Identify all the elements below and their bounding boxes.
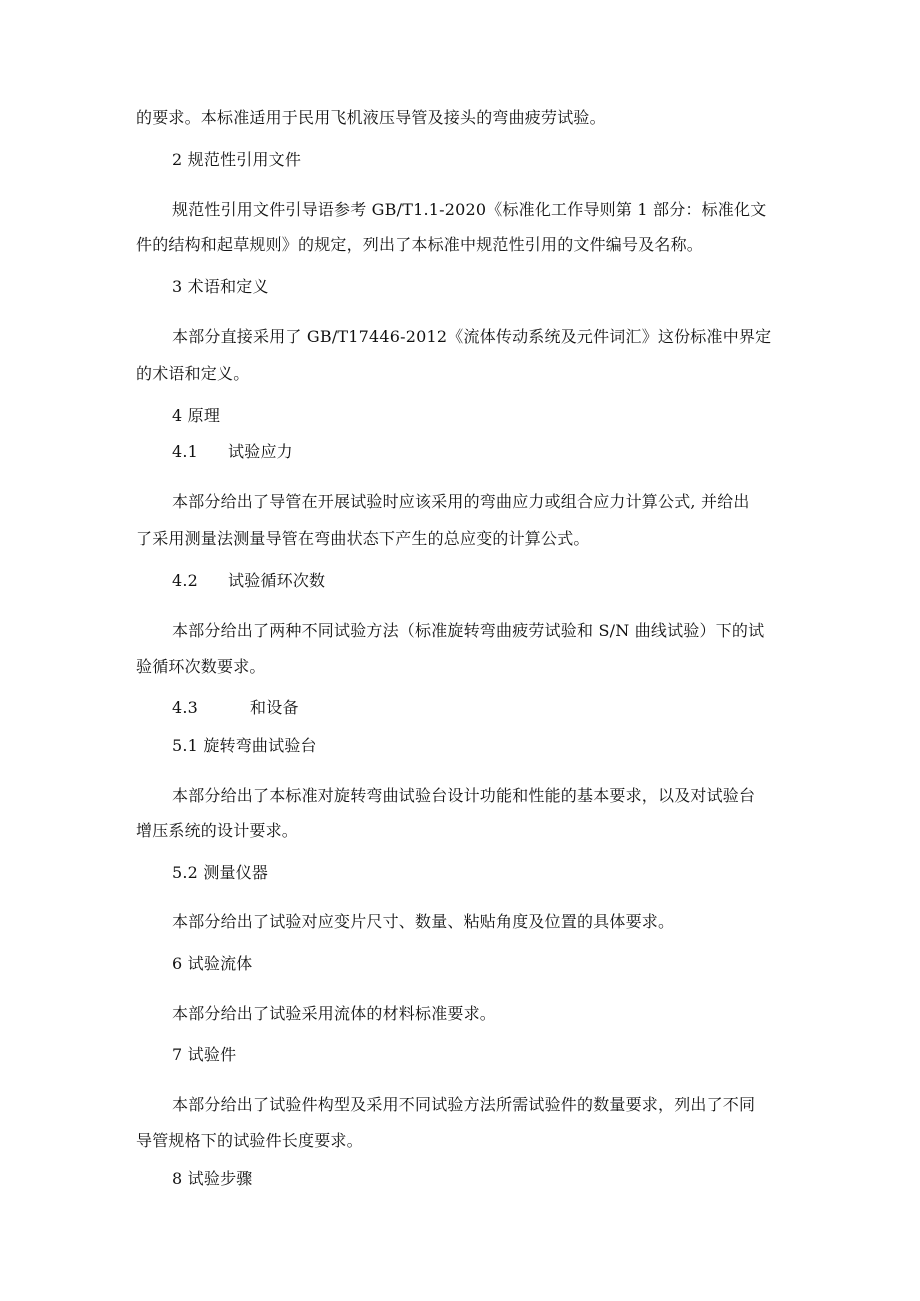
paragraph-line: 本部分给出了试验对应变片尺寸、数量、粘贴角度及位置的具体要求。 xyxy=(172,912,675,931)
subsection-title: 和设备 xyxy=(250,698,299,717)
paragraph-line: 件的结构和起草规则》的规定，列出了本标准中规范性引用的文件编号及名称。 xyxy=(136,235,704,254)
paragraph-line: 的术语和定义。 xyxy=(136,364,250,383)
paragraph-line: 本部分给出了两种不同试验方法（标准旋转弯曲疲劳试验和 S/N 曲线试验）下的试 xyxy=(172,621,765,640)
subsection-heading: 5.2 测量仪器 xyxy=(172,863,269,882)
paragraph-line: 本部分给出了导管在开展试验时应该采用的弯曲应力或组合应力计算公式, 并给出 xyxy=(172,492,750,511)
paragraph-line: 增压系统的设计要求。 xyxy=(136,821,299,840)
paragraph-line: 本部分给出了试验件构型及采用不同试验方法所需试验件的数量要求，列出了不同 xyxy=(172,1095,756,1114)
section-heading: 8 试验步骤 xyxy=(172,1169,253,1188)
section-heading: 3 术语和定义 xyxy=(172,277,269,296)
subsection-number: 4.3 xyxy=(172,698,199,717)
paragraph-line: 本部分给出了试验采用流体的材料标准要求。 xyxy=(172,1004,497,1023)
subsection-title: 试验循环次数 xyxy=(228,571,326,590)
subsection-heading xyxy=(172,570,832,592)
subsection-number: 4.1 xyxy=(172,442,199,461)
section-heading: 7 试验件 xyxy=(172,1045,237,1064)
paragraph-line: 了采用测量法测量导管在弯曲状态下产生的总应变的计算公式。 xyxy=(136,529,590,548)
paragraph-line: 的要求。本标准适用于民用飞机液压导管及接头的弯曲疲劳试验。 xyxy=(136,108,606,127)
subsection-heading xyxy=(172,697,832,719)
paragraph-line: 本部分给出了本标准对旋转弯曲试验台设计功能和性能的基本要求，以及对试验台 xyxy=(172,786,756,805)
paragraph-line: 本部分直接采用了 GB/T17446-2012《流体传动系统及元件词汇》这份标准中界定 xyxy=(172,327,772,346)
subsection-heading xyxy=(172,441,832,463)
paragraph-line: 规范性引用文件引导语参考 GB/T1.1-2020《标准化工作导则第 1 部分：标准化文 xyxy=(172,200,767,219)
paragraph-line: 验循环次数要求。 xyxy=(136,657,266,676)
subsection-number: 4.2 xyxy=(172,571,199,590)
section-heading: 2 规范性引用文件 xyxy=(172,150,302,169)
paragraph-line: 导管规格下的试验件长度要求。 xyxy=(136,1131,363,1150)
subsection-heading: 5.1 旋转弯曲试验台 xyxy=(172,736,317,755)
section-heading: 6 试验流体 xyxy=(172,954,253,973)
section-heading: 4 原理 xyxy=(172,406,221,425)
subsection-title: 试验应力 xyxy=(228,442,293,461)
